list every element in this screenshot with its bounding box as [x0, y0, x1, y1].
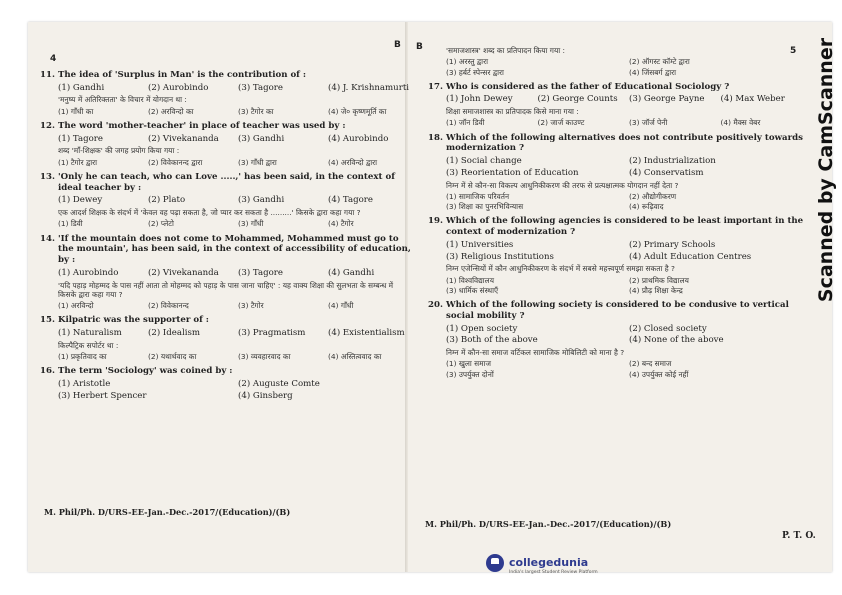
right-page — [428, 44, 806, 384]
question-item — [40, 70, 412, 116]
hindi-question-text: निम्न में से कौन-सा विकल्प आधुनिकीकरण की तरफ से प्रत्यक्षात्मक योगदान नहीं देता ? — [446, 180, 679, 190]
hindi-option-list — [58, 301, 412, 310]
hindi-question-text: किल्पैट्रिक सपोर्टर था : — [58, 340, 119, 350]
brand-name: collegedunia — [509, 556, 589, 569]
hindi-option: (3) हर्बर्ट स्पेन्सर द्वारा — [446, 67, 504, 77]
option-list — [58, 328, 412, 339]
question-number: 18. — [428, 132, 443, 143]
question-text — [428, 216, 806, 237]
hindi-option: (4) गाँधी — [328, 301, 354, 311]
question-text — [428, 82, 806, 93]
option: (4) Adult Education Centres — [629, 251, 752, 262]
hindi-option: (2) प्राथमिक विद्यालय — [629, 275, 689, 285]
question-number: 20. — [428, 300, 443, 311]
question-item — [40, 121, 412, 167]
option-list — [58, 195, 412, 206]
question-text — [40, 172, 412, 193]
hindi-question-text: 'मनुष्य में अतिरिक्तता' के विचार में योगदान था : — [58, 95, 187, 105]
option: (3) Reorientation of Education — [446, 167, 579, 178]
carry-over-options — [446, 57, 806, 77]
option: (1) Tagore — [58, 133, 103, 144]
option: (2) Auguste Comte — [238, 379, 320, 390]
question-body: The idea of 'Surplus in Man' is the contribution of : — [58, 70, 307, 80]
hindi-option-list — [58, 107, 412, 116]
option: (4) Existentialism — [328, 328, 405, 339]
option-list — [58, 268, 412, 279]
left-footer: M. Phil/Ph. D/URS-EE-Jan.-Dec.-2017/(Education)/(B) — [44, 507, 291, 517]
option: (2) Vivekananda — [148, 133, 219, 144]
option-list — [58, 379, 412, 401]
question-body: The word 'mother-teacher' in place of teacher was used by : — [58, 120, 346, 131]
hindi-question-text: शिक्षा समाजशास्त्र का प्रतिपादक किसे माना गया : — [446, 107, 579, 117]
question-body: 'If the mountain does not come to Mohammed, Mohammed must go to the mountain', has been said, in the context of accessibility of education, by : — [58, 233, 411, 266]
option: (3) Gandhi — [238, 195, 285, 206]
question-text — [40, 234, 412, 266]
carry-over-hindi-text: 'समाजशास्त्र' शब्द का प्रतिपादन किया गया : — [446, 46, 565, 55]
option: (3) Both of the above — [446, 335, 538, 346]
option: (1) Aristotle — [58, 379, 111, 390]
hindi-option: (1) गाँधी का — [58, 106, 94, 116]
hindi-option: (1) प्रकृतिवाद का — [58, 352, 107, 362]
option: (3) George Payne — [629, 94, 705, 105]
hindi-option: (2) बन्द समाज — [629, 359, 672, 369]
hindi-option: (2) अरविन्दो का — [148, 106, 194, 116]
question-number: 11. — [40, 70, 55, 80]
hindi-option: (1) अरस्तु द्वारा — [446, 57, 489, 67]
hindi-option: (1) विश्वविद्यालय — [446, 275, 494, 285]
hindi-option: (3) टैगोर का — [238, 106, 274, 116]
hindi-option-list — [446, 276, 806, 296]
option: (1) John Dewey — [446, 94, 513, 105]
question-number: 14. — [40, 233, 55, 244]
hindi-option: (2) जार्ज काउण्ट — [537, 118, 585, 128]
hindi-option: (4) रूढ़िवाद — [629, 202, 664, 212]
option: (2) Industrialization — [629, 156, 716, 167]
hindi-option: (2) विवेकानन्द — [148, 301, 189, 311]
brand-logo — [486, 551, 598, 575]
hindi-option: (2) यथार्थवाद का — [148, 352, 197, 362]
option: (3) Pragmatism — [238, 328, 306, 339]
hindi-option: (1) डिवी — [58, 219, 83, 229]
option: (4) J. Krishnamurti — [328, 82, 410, 93]
hindi-option: (3) शिक्षा का पुनरभिविन्यास — [446, 202, 524, 212]
option: (3) Religious Institutions — [446, 251, 554, 262]
option: (3) Tagore — [238, 267, 283, 278]
hindi-question-text: 'यदि पहाड़ मोहम्मद के पास नहीं आता तो मोहम्मद को पहाड़ के पास जाना चाहिए' : यह वाक्य शिक्षा की सुलभता के सम्बन्ध में किसके द्वारा कहा गया ? — [58, 280, 394, 299]
option: (1) Universities — [446, 239, 514, 250]
option: (1) Aurobindo — [58, 267, 119, 278]
hindi-option-list — [58, 352, 412, 361]
hindi-option: (4) मैक्स वेबर — [720, 118, 761, 128]
hindi-option: (4) प्रौढ़ शिक्षा केन्द्र — [629, 285, 683, 295]
question-item — [428, 216, 806, 295]
hindi-option: (4) अस्तित्ववाद का — [328, 352, 382, 362]
question-text — [428, 133, 806, 154]
question-body: Kilpatric was the supporter of : — [58, 315, 209, 326]
option: (4) Tagore — [328, 195, 373, 206]
question-item — [428, 82, 806, 128]
hindi-option-list — [446, 359, 806, 379]
question-item — [428, 133, 806, 212]
question-text — [40, 366, 412, 377]
hindi-option: (2) विवेकानन्द द्वारा — [148, 157, 203, 167]
option: (1) Gandhi — [58, 82, 105, 93]
watermark-text: Scanned by CamScanner — [815, 37, 837, 303]
question-body: Which of the following agencies is considered to be least important in the context of modernization ? — [446, 216, 804, 238]
option: (4) Ginsberg — [238, 390, 293, 401]
option-list — [446, 156, 806, 178]
hindi-option: (2) औद्योगीकरण — [629, 191, 677, 201]
hindi-option: (3) गाँधी द्वारा — [238, 157, 277, 167]
hindi-option-list — [58, 219, 412, 228]
option: (4) Gandhi — [328, 267, 375, 278]
option: (3) Gandhi — [238, 133, 285, 144]
option: (2) George Counts — [537, 94, 618, 105]
hindi-option: (3) व्यवहारवाद का — [238, 352, 291, 362]
hindi-option: (3) उपर्युक्त दोनों — [446, 369, 494, 379]
question-number: 17. — [428, 81, 443, 92]
brand-tagline: India's largest Student Review Platform — [509, 570, 598, 575]
option: (1) Open society — [446, 323, 518, 334]
hindi-option: (4) जे० कृष्णमूर्ति का — [328, 106, 387, 116]
hindi-option-list — [446, 192, 806, 212]
hindi-option: (1) जॉन डिवी — [446, 118, 485, 128]
hindi-option: (3) गाँधी — [238, 219, 264, 229]
question-item — [40, 315, 412, 361]
option: (2) Primary Schools — [629, 239, 716, 250]
hindi-option: (3) टैगोर — [238, 301, 264, 311]
question-item — [428, 300, 806, 379]
camscanner-watermark — [814, 30, 838, 310]
option: (4) Conservatism — [629, 167, 704, 178]
question-item — [40, 172, 412, 229]
option: (4) None of the above — [629, 335, 724, 346]
option-list — [446, 94, 806, 105]
hindi-option: (1) खुला समाज — [446, 359, 491, 369]
hindi-question-text: निम्न में कौन-सा समाज वर्टिकल सामाजिक मोबिलिटी को माना है ? — [446, 348, 625, 358]
hindi-option: (4) जिंसबर्ग द्वारा — [629, 67, 677, 77]
question-text — [40, 315, 412, 326]
hindi-option-list — [446, 118, 806, 127]
hindi-option-list — [58, 158, 412, 167]
hindi-option: (3) धार्मिक संस्थाएँ — [446, 285, 499, 295]
option: (2) Vivekananda — [148, 267, 219, 278]
option: (4) Aurobindo — [328, 133, 389, 144]
hindi-option: (4) टैगोर — [328, 219, 354, 229]
option: (4) Max Weber — [720, 94, 785, 105]
question-number: 16. — [40, 366, 55, 377]
hindi-option: (1) अरविन्दो — [58, 301, 94, 311]
right-series-mark: B — [416, 42, 423, 52]
left-series-mark: B — [394, 40, 401, 50]
pto-label: P. T. O. — [782, 531, 816, 541]
option: (2) Idealism — [148, 328, 201, 339]
hindi-option: (2) प्लेटो — [148, 219, 174, 229]
right-page-number: 5 — [790, 46, 797, 56]
option: (3) Tagore — [238, 82, 283, 93]
carry-over-block — [428, 46, 806, 77]
option: (2) Aurobindo — [148, 82, 209, 93]
question-text — [428, 300, 806, 321]
hindi-option: (2) ऑगस्ट कॉम्टे द्वारा — [629, 57, 690, 67]
question-number: 13. — [40, 171, 55, 182]
hindi-option: (4) अरविन्दो द्वारा — [328, 157, 378, 167]
left-page-number: 4 — [50, 54, 57, 64]
question-body: 'Only he can teach, who can Love .....,' has been said, in the context of ideal teacher by : — [58, 171, 395, 193]
right-footer: M. Phil/Ph. D/URS-EE-Jan.-Dec.-2017/(Education)/(B) — [425, 519, 672, 529]
option: (2) Plato — [148, 195, 186, 206]
hindi-option: (3) जॉर्ज पेनी — [629, 118, 668, 128]
question-item — [40, 234, 412, 311]
hindi-question-text: निम्न एजेन्सियों में कौन आधुनिकीकरण के संदर्भ में सबसे महत्त्वपूर्ण समझा सकता है ? — [446, 264, 675, 274]
option: (2) Closed society — [629, 323, 707, 334]
hindi-question-text: एक आदर्श शिक्षक के संदर्भ में 'केवल वह पढ़ा सकता है, जो प्यार कर सकता है .........' किसके द्वारा कहा गया ? — [58, 208, 361, 218]
left-page — [40, 70, 412, 407]
option: (3) Herbert Spencer — [58, 390, 147, 401]
question-body: The term 'Sociology' was coined by : — [58, 366, 233, 377]
option-list — [446, 240, 806, 262]
question-number: 12. — [40, 120, 55, 131]
question-body: Which of the following society is considered to be condusive to vertical social mobility ? — [446, 300, 789, 321]
question-text — [40, 70, 412, 81]
question-body: Who is considered as the father of Educational Sociology ? — [446, 81, 730, 92]
hindi-option: (1) टैगोर द्वारा — [58, 157, 98, 167]
question-body: Which of the following alternatives does not contribute positively towards modernization ? — [446, 132, 803, 154]
option-list — [58, 134, 412, 145]
question-text — [40, 121, 412, 132]
option-list — [446, 324, 806, 346]
question-number: 19. — [428, 216, 443, 227]
hindi-option: (1) सामाजिक परिवर्तन — [446, 191, 510, 201]
option: (1) Social change — [446, 156, 522, 167]
option-list — [58, 83, 412, 94]
hindi-option: (4) उपर्युक्त कोई नहीं — [629, 369, 689, 379]
option: (1) Dewey — [58, 195, 103, 206]
question-number: 15. — [40, 315, 55, 326]
question-item — [40, 366, 412, 401]
option: (1) Naturalism — [58, 328, 122, 339]
hindi-question-text: शब्द 'माँ-शिक्षक' की जगह प्रयोग किया गया : — [58, 146, 180, 156]
graduation-cap-icon — [486, 554, 504, 572]
